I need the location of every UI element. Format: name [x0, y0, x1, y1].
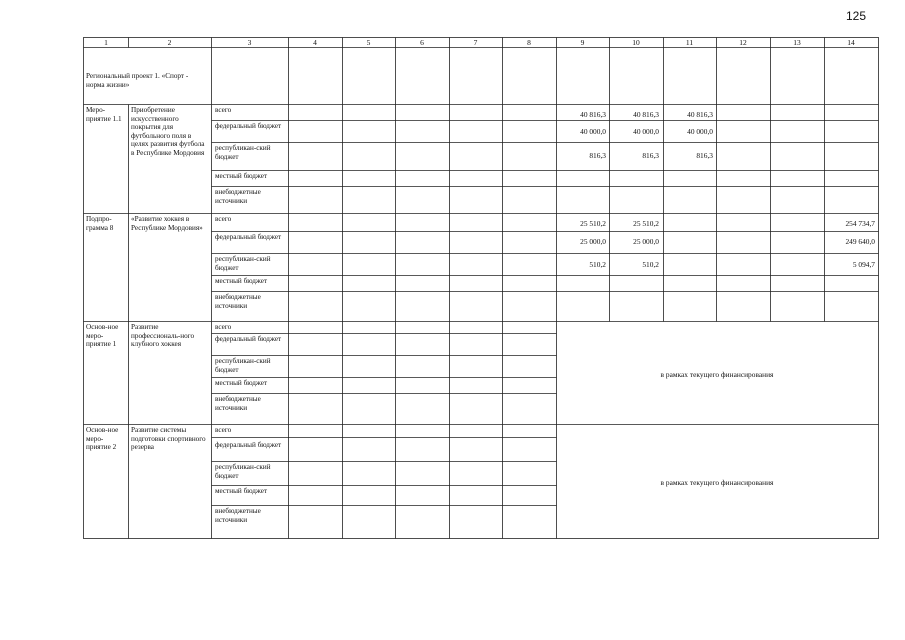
header-col-7: 7: [473, 38, 478, 47]
header-col-13: 13: [793, 38, 801, 47]
header-col-1: 1: [104, 38, 108, 47]
source-republic: республикан-ский бюджет: [215, 357, 271, 374]
subprogram-8-name: «Развитие хоккея в Республике Мордовия»: [131, 215, 203, 232]
header-col-2: 2: [167, 38, 172, 47]
sp8-total-col14: 254 734,7: [845, 219, 875, 228]
sp8-republic-col10: 510,2: [642, 260, 659, 269]
m11-federal-col9: 40 000,0: [580, 127, 606, 136]
m11-republic-col9: 816,3: [589, 151, 606, 160]
m11-federal-col11: 40 000,0: [687, 127, 713, 136]
sp8-republic-col14: 5 094,7: [852, 260, 875, 269]
sp8-total-col10: 25 510,2: [633, 219, 659, 228]
m11-total-col11: 40 816,3: [687, 110, 713, 119]
main-measure-1-name: Развитие профессиональ-ного клубного хоккея: [131, 323, 195, 349]
source-local: местный бюджет: [215, 379, 268, 387]
main-measure-2-name: Развитие системы подготовки спортивного резерва: [131, 426, 206, 452]
main-measure-2-financing-note: в рамках текущего финансирования: [660, 478, 774, 487]
source-federal: федеральный бюджет: [215, 335, 282, 343]
measure-1-1-name: Приобретение искусственного покрытия для футбольного поля в целях развития футбола в Республике Мордовия: [131, 106, 205, 157]
source-republic: республикан-ский бюджет: [215, 144, 271, 161]
source-federal: федеральный бюджет: [215, 233, 282, 241]
header-col-9: 9: [580, 38, 585, 47]
header-col-14: 14: [847, 38, 855, 47]
source-extrabudget: внебюджетные источники: [215, 395, 261, 412]
source-extrabudget: внебюджетные источники: [215, 188, 261, 205]
regional-project-title: Региональный проект 1. «Спорт - норма жизни»: [86, 72, 189, 89]
m11-federal-col10: 40 000,0: [633, 127, 659, 136]
source-total: всего: [215, 323, 232, 331]
source-republic: республикан-ский бюджет: [215, 255, 271, 272]
page-number: 125: [846, 9, 867, 23]
sp8-federal-col14: 249 640,0: [845, 237, 875, 246]
m11-total-col9: 40 816,3: [580, 110, 606, 119]
m11-republic-col10: 816,3: [642, 151, 659, 160]
source-federal: федеральный бюджет: [215, 441, 282, 449]
source-extrabudget: внебюджетные источники: [215, 507, 261, 524]
header-col-4: 4: [313, 38, 317, 47]
source-republic: республикан-ский бюджет: [215, 463, 271, 480]
header-col-12: 12: [739, 38, 747, 47]
source-local: местный бюджет: [215, 172, 268, 180]
source-local: местный бюджет: [215, 487, 268, 495]
source-total: всего: [215, 215, 232, 223]
main-measure-2-code: Основ-ное меро-приятие 2: [86, 426, 119, 452]
header-col-8: 8: [527, 38, 531, 47]
main-measure-1-code: Основ-ное меро-приятие 1: [86, 323, 119, 349]
source-extrabudget: внебюджетные источники: [215, 293, 261, 310]
main-measure-1-financing-note: в рамках текущего финансирования: [660, 370, 774, 379]
source-total: всего: [215, 426, 232, 434]
header-col-11: 11: [685, 38, 694, 47]
m11-republic-col11: 816,3: [696, 151, 713, 160]
source-federal: федеральный бюджет: [215, 122, 282, 130]
header-col-5: 5: [366, 38, 371, 47]
header-col-3: 3: [247, 38, 252, 47]
source-local: местный бюджет: [215, 277, 268, 285]
subprogram-8-code: Подпро-грамма 8: [86, 215, 114, 232]
header-col-6: 6: [420, 38, 424, 47]
m11-total-col10: 40 816,3: [633, 110, 659, 119]
sp8-federal-col9: 25 000,0: [580, 237, 606, 246]
sp8-federal-col10: 25 000,0: [633, 237, 659, 246]
sp8-total-col9: 25 510,2: [580, 219, 606, 228]
source-total: всего: [215, 106, 232, 114]
measure-1-1-code: Меро-приятие 1.1: [86, 106, 122, 123]
sp8-republic-col9: 510,2: [589, 260, 606, 269]
header-col-10: 10: [632, 38, 640, 47]
